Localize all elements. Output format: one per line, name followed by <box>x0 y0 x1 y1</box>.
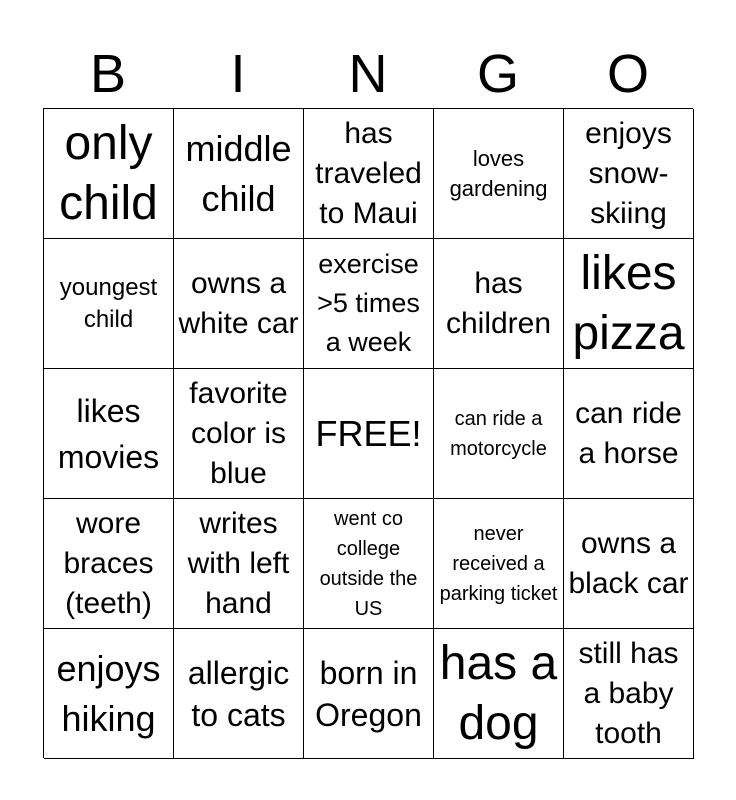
bingo-cell free-space[interactable] <box>304 369 434 499</box>
header-letter-g: G <box>476 44 519 104</box>
bingo-cell[interactable] <box>434 629 564 759</box>
cell-text: favorite color is blue <box>189 376 288 490</box>
bingo-cell[interactable] <box>44 369 174 499</box>
cell-text: owns a white car <box>178 266 299 340</box>
cell-text: enjoys snow-skiing <box>585 116 672 230</box>
bingo-cell[interactable] <box>434 369 564 499</box>
bingo-cell[interactable] <box>304 109 434 239</box>
header-letter-i: I <box>230 44 246 104</box>
cell-text: allergic to cats <box>187 654 290 733</box>
cell-text: can ride a horse <box>575 396 682 470</box>
cell-text: owns a black car <box>568 526 689 600</box>
bingo-cell[interactable] <box>564 109 694 239</box>
cell-text: has traveled to Maui <box>315 116 422 230</box>
cell-text: exercise >5 times a week <box>317 249 420 357</box>
cell-text: loves gardening <box>449 145 548 201</box>
cell-text: never received a parking ticket <box>439 522 558 605</box>
bingo-cell[interactable] <box>304 629 434 759</box>
bingo-cell[interactable] <box>564 629 694 759</box>
cell-text: wore braces (teeth) <box>63 506 154 620</box>
free-space-text: FREE! <box>315 412 422 454</box>
bingo-cell[interactable] <box>434 109 564 239</box>
cell-text: middle child <box>185 127 292 219</box>
bingo-header <box>43 40 693 108</box>
header-letter-n: N <box>348 44 388 104</box>
cell-text: only child <box>59 116 158 230</box>
cell-text: has a dog <box>439 636 558 750</box>
cell-text: still has a baby tooth <box>578 636 679 750</box>
bingo-cell[interactable] <box>304 239 434 369</box>
bingo-cell[interactable] <box>434 499 564 629</box>
bingo-cell[interactable] <box>564 499 694 629</box>
cell-text: born in Oregon <box>315 654 422 733</box>
cell-text: can ride a motorcycle <box>450 407 547 460</box>
bingo-cell[interactable] <box>174 369 304 499</box>
bingo-cell[interactable] <box>44 629 174 759</box>
bingo-cell[interactable] <box>564 239 694 369</box>
bingo-cell[interactable] <box>304 499 434 629</box>
bingo-cell[interactable] <box>174 109 304 239</box>
bingo-card-grid <box>43 108 693 758</box>
bingo-cell[interactable] <box>44 109 174 239</box>
cell-text: likes movies <box>57 392 160 475</box>
cell-text: has children <box>445 266 552 340</box>
bingo-cell[interactable] <box>434 239 564 369</box>
bingo-cell[interactable] <box>564 369 694 499</box>
header-letter-o: O <box>606 44 649 104</box>
cell-text: youngest child <box>59 273 158 333</box>
bingo-cell[interactable] <box>174 499 304 629</box>
bingo-cell[interactable] <box>44 499 174 629</box>
cell-text: likes pizza <box>572 246 685 360</box>
cell-text: writes with left hand <box>187 506 290 620</box>
header-letter-b: B <box>89 44 127 104</box>
cell-text: enjoys hiking <box>56 647 161 739</box>
bingo-cell[interactable] <box>44 239 174 369</box>
bingo-cell[interactable] <box>174 629 304 759</box>
bingo-cell[interactable] <box>174 239 304 369</box>
cell-text: went co college outside the US <box>319 507 418 620</box>
